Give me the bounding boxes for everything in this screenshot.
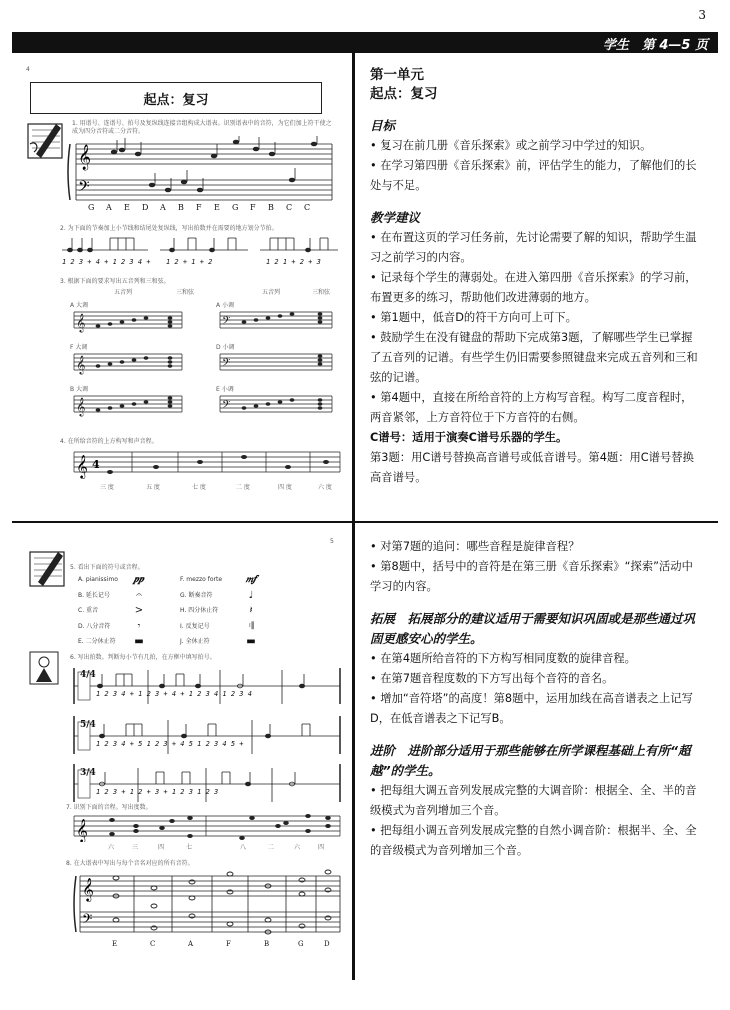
- thumb-title-box: [30, 82, 322, 114]
- q7-label: 六: [108, 844, 115, 851]
- q3-key: B 大调: [70, 386, 89, 393]
- note-name: C: [304, 203, 311, 212]
- term-item: B. 延长记号: [78, 591, 110, 599]
- teach-item: • 第1题中，低音D的符干方向可上可下。: [370, 311, 577, 324]
- thumb-q3: 3. 根据下面的要求写出五音列和三和弦。: [60, 278, 170, 285]
- note-name: E: [214, 203, 220, 212]
- thumb-q5-symbols-left: [124, 572, 154, 656]
- q4-label: 四 度: [278, 484, 292, 491]
- note-name: A: [160, 203, 166, 212]
- thumb-q7-staff: [72, 810, 342, 842]
- svg-text:𝄢: 𝄢: [222, 357, 231, 372]
- thumb-q1: 1. 用谱号、连谱号、拍号及复纵线连接音组构成大谱表。识别谱表中的音符，为它们加上符干使之成为四分音符或二分音符。: [72, 120, 332, 135]
- cont-item: • 第8题中，括号中的音符是在第三册《音乐探索》“探索”活动中学习的内容。: [370, 560, 693, 593]
- note-name: E: [124, 203, 130, 212]
- q3-key: A 小调: [216, 302, 235, 309]
- divider-horizontal: [12, 521, 718, 523]
- teach-item: • 第4题中，直接在所给音符的上方构写音程。构写二度音程时，两音紧邻，上方音符位于下方音符的右侧。: [370, 391, 693, 424]
- repeat-sign-icon: 𝄇: [248, 620, 254, 632]
- svg-text:𝄞: 𝄞: [76, 313, 86, 332]
- teach-item: • 在布置这页的学习任务前，先讨论需要了解的知识，帮助学生温习之前学习的内容。: [370, 231, 697, 264]
- note-name: G: [88, 203, 95, 212]
- svg-text:𝄢: 𝄢: [78, 178, 90, 199]
- thumb-q7: 7. 识别下面的音程。写出度数。: [66, 804, 152, 811]
- thumb-q6-rhythms: [72, 664, 342, 808]
- note-name: G: [298, 940, 304, 948]
- divider-vertical-bottom: [352, 523, 355, 980]
- thumb-q8: 8. 在大谱表中写出与每个音名对应的所有音符。: [66, 860, 194, 867]
- header-bar-label: 学生 第 4—5 页: [602, 38, 708, 53]
- q3-head: 三和弦: [176, 289, 195, 296]
- count-row: 1 2 1 + 2 + 3: [266, 258, 321, 266]
- term-item: J. 全休止符: [180, 638, 210, 645]
- header-bar: [12, 32, 718, 53]
- term-item: E. 二分休止符: [78, 638, 116, 645]
- teacher-notes-bottom: [370, 537, 700, 861]
- term-item: I. 反复记号: [180, 622, 210, 630]
- q3-key: F 大调: [70, 344, 88, 351]
- q7-label: 八: [240, 844, 247, 851]
- term-item: C. 重音: [78, 607, 99, 614]
- clef-note: C谱号：适用于演奏C谱号乐器的学生。: [370, 431, 568, 444]
- staccato-icon: ♩: [248, 589, 254, 601]
- q7-label: 二: [268, 844, 275, 851]
- svg-text:𝄢: 𝄢: [222, 315, 231, 330]
- note-name: D: [324, 940, 330, 948]
- page-number: 3: [698, 8, 706, 22]
- note-name: C: [150, 940, 156, 948]
- half-rest-icon: ▬: [134, 636, 144, 647]
- extension-heading: 拓展 拓展部分的建议适用于需要知识巩固或是那些通过巩固更感安心的学生。: [370, 611, 696, 646]
- time-signature: 5/4: [80, 720, 96, 730]
- fermata-icon: 𝄐: [136, 589, 142, 601]
- svg-text:𝄢: 𝄢: [222, 399, 231, 414]
- teach-item: • 记录每个学生的薄弱处。在进入第四册《音乐探索》的学习前，布置更多的练习，帮助他们改进薄弱的地方。: [370, 271, 697, 304]
- q4-label: 五 度: [146, 484, 160, 491]
- q7-label: 七: [186, 844, 193, 851]
- divider-vertical-top: [352, 53, 355, 521]
- eighth-rest-icon: 𝄾: [137, 620, 141, 632]
- mf-symbol: 𝆐𝆑: [245, 574, 257, 585]
- time-signature: 4/4: [80, 670, 96, 680]
- q3-head: 五音列: [114, 289, 133, 296]
- svg-text:𝄢: 𝄢: [82, 911, 93, 930]
- unit-heading: 第一单元: [370, 67, 424, 83]
- note-name: B: [264, 940, 270, 948]
- thumb-page-number: 5: [330, 538, 334, 545]
- note-name: C: [286, 203, 293, 212]
- count-row: 1 2 3 + 4 + 1 2 3 4 +: [62, 258, 151, 266]
- term-item: H. 四分休止符: [180, 607, 219, 614]
- thumb-q2: 2. 为下面的节奏加上小节线和结尾处复纵线，写出拍数并在需要的地方划分节拍。: [60, 225, 278, 232]
- q3-head: 三和弦: [312, 289, 331, 296]
- term-item: A. pianissimo: [78, 576, 118, 583]
- quarter-rest-icon: 𝄽: [249, 605, 253, 616]
- note-name: F: [226, 940, 231, 948]
- note-name: A: [106, 203, 112, 212]
- svg-text:4: 4: [92, 458, 100, 471]
- note-name: G: [232, 203, 239, 212]
- q7-label: 四: [158, 844, 165, 851]
- note-name: F: [250, 203, 256, 212]
- note-name: B: [268, 203, 274, 212]
- note-name: A: [188, 940, 194, 948]
- extension-item: • 在第4题所给音符的下方构写相同度数的旋律音程。: [370, 652, 636, 665]
- q3-head: 五音列: [262, 289, 281, 296]
- accent-icon: >: [134, 605, 144, 616]
- svg-text:𝄞: 𝄞: [82, 877, 94, 901]
- count-row: 1 2 + 1 + 2: [166, 258, 213, 266]
- thumb-q4-staff: [72, 446, 342, 480]
- term-item: F. mezzo forte: [180, 576, 223, 583]
- note-name: B: [178, 203, 184, 212]
- advanced-heading: 进阶 进阶部分适用于那些能够在所学课程基础上有所“超越”的学生。: [370, 743, 691, 778]
- time-signature: 3/4: [80, 768, 96, 778]
- extension-item: • 增加“音符塔”的高度！第8题中，运用加线在高音谱表之上记写D，在低音谱表之下记写B。: [370, 692, 693, 725]
- count-row: 1 2 3 + 1 2 + 3 + 1 2 3 1 2 3: [96, 788, 219, 796]
- whole-rest-icon: ▬: [246, 636, 256, 647]
- term-item: D. 八分音符: [78, 622, 111, 630]
- note-name: F: [196, 203, 202, 212]
- term-item: G. 断奏音符: [180, 591, 213, 599]
- thumb-title: 起点：复习: [143, 93, 209, 108]
- note-name: E: [112, 940, 118, 948]
- svg-text:𝄞: 𝄞: [76, 454, 88, 478]
- goal-item: • 在学习第四册《音乐探索》前，评估学生的能力，了解他们的长处与不足。: [370, 159, 697, 192]
- thumb-q5-symbols-right: [236, 572, 266, 656]
- thumb-q8-grand-staff: [72, 868, 344, 946]
- count-row: 1 2 3 4 + 5 1 2 3 + 4 5 1 2 3 4 5 +: [96, 740, 244, 748]
- svg-text:𝄞: 𝄞: [76, 397, 86, 416]
- thumb-q4: 4. 在所给音符的上方构写和声音程。: [60, 438, 158, 445]
- advanced-item: • 把每组小调五音列发展成完整的自然小调音阶：根据半、全、全的音级模式为音列增加三个音。: [370, 824, 697, 857]
- teach-item: • 鼓励学生在没有键盘的帮助下完成第3题，了解哪些学生已掌握了五音列的记谱。有些学生仍旧需要参照键盘来完成五音列和三和弦的记谱。: [370, 331, 698, 384]
- pencil-icon: [28, 546, 68, 590]
- q7-label: 四: [318, 844, 325, 851]
- q4-label: 六 度: [318, 484, 332, 491]
- teach-heading: 教学建议: [370, 210, 421, 225]
- clef-detail: 第3题：用C谱号替换高音谱号或低音谱号。第4题：用C谱号替换高音谱号。: [370, 451, 694, 484]
- extension-item: • 在第7题音程度数的下方写出每个音符的音名。: [370, 672, 614, 685]
- q4-label: 二 度: [236, 484, 250, 491]
- svg-text:𝄞: 𝄞: [76, 818, 88, 842]
- cont-item: • 对第7题的追问：哪些音程是旋律音程？: [370, 540, 580, 553]
- thumb-q5: 5. 看出下面的符号或音程。: [70, 564, 144, 571]
- thumb-page-number: 4: [26, 66, 30, 73]
- note-name: D: [142, 203, 149, 212]
- q3-key: E 小调: [216, 386, 234, 393]
- q3-key: A 大调: [70, 302, 89, 309]
- q4-label: 三 度: [100, 484, 114, 491]
- thumb-q3-staves: [70, 306, 350, 436]
- pp-symbol: 𝆏𝆏: [134, 574, 144, 585]
- goal-item: • 复习在前几册《音乐探索》或之前学习中学过的知识。: [370, 139, 652, 152]
- q7-label: 三: [132, 844, 139, 851]
- unit-title: 起点：复习: [370, 86, 438, 102]
- svg-text:𝄞: 𝄞: [76, 355, 86, 374]
- advanced-item: • 把每组大调五音列发展成完整的大调音阶：根据全、全、半的音级模式为音列增加三个音。: [370, 784, 697, 817]
- goal-heading: 目标: [370, 118, 396, 133]
- q7-label: 六: [294, 844, 301, 851]
- teacher-notes-top: [370, 66, 700, 488]
- pencil-icon: [26, 118, 66, 162]
- metronome-figure-icon: [26, 648, 62, 688]
- q4-label: 七 度: [192, 484, 206, 491]
- count-row: 1 2 3 4 + 1 2 3 + 4 + 1 2 3 4 1 2 3 4: [96, 690, 252, 698]
- svg-text:𝄞: 𝄞: [78, 145, 92, 170]
- q3-key: D 小调: [216, 344, 235, 351]
- thumb-q6: 6. 写出拍数。判断每小节有几拍，在方框中填写拍号。: [70, 654, 216, 661]
